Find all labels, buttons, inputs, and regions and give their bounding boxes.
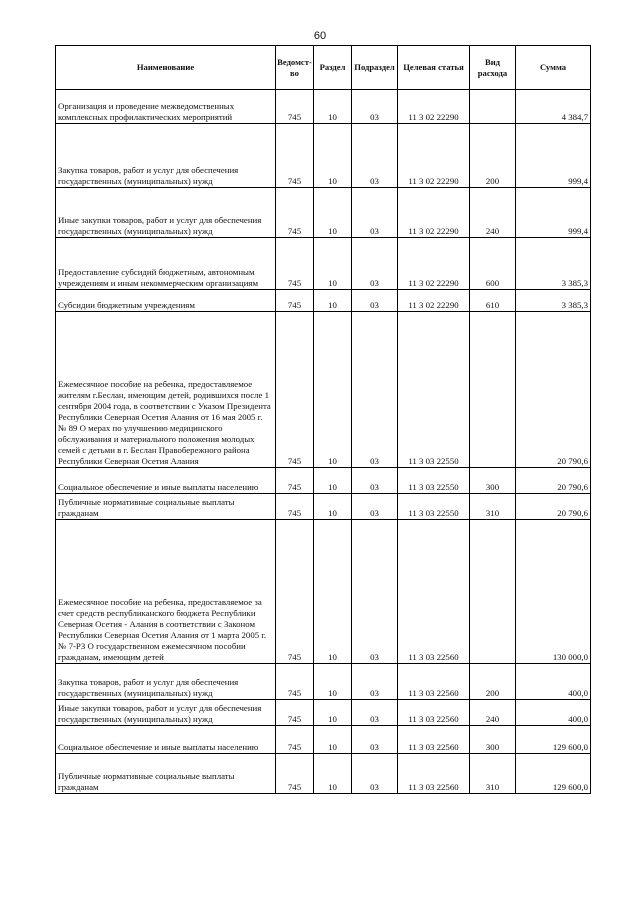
row-name: Субсидии бюджетным учреждениям: [56, 290, 276, 312]
row-subsection: 03: [352, 238, 398, 290]
row-name: Социальное обеспечение и иные выплаты населению: [56, 726, 276, 754]
row-dept: 745: [276, 520, 314, 664]
row-dept: 745: [276, 312, 314, 468]
row-dept: 745: [276, 90, 314, 124]
row-expense: 310: [470, 494, 516, 520]
row-sum: 20 790,6: [516, 468, 591, 494]
row-name: Публичные нормативные социальные выплаты гражданам: [56, 494, 276, 520]
table-row: [56, 520, 591, 664]
header-expense: Вид расхода: [470, 46, 516, 90]
row-section: 10: [314, 468, 352, 494]
row-expense: 610: [470, 290, 516, 312]
row-subsection: 03: [352, 520, 398, 664]
row-sum: 3 385,3: [516, 238, 591, 290]
row-sum: 20 790,6: [516, 494, 591, 520]
row-target: 11 3 02 22290: [398, 124, 470, 188]
row-expense: 310: [470, 754, 516, 794]
table-row: [56, 290, 591, 312]
row-target: 11 3 03 22560: [398, 754, 470, 794]
row-sum: 3 385,3: [516, 290, 591, 312]
row-name: Организация и проведение межведомственных комплексных профилактических мероприятий: [56, 90, 276, 124]
row-name: Предоставление субсидий бюджетным, автономным учреждениям и иным некоммерческим организациям: [56, 238, 276, 290]
table-row: [56, 754, 591, 794]
row-section: 10: [314, 238, 352, 290]
row-section: 10: [314, 520, 352, 664]
row-target: 11 3 03 22550: [398, 468, 470, 494]
row-target: 11 3 02 22290: [398, 238, 470, 290]
row-target: 11 3 03 22560: [398, 726, 470, 754]
row-target: 11 3 02 22290: [398, 188, 470, 238]
row-expense: 300: [470, 468, 516, 494]
header-subsection: Подраздел: [352, 46, 398, 90]
row-name: Закупка товаров, работ и услуг для обеспечения государственных (муниципальных) нужд: [56, 664, 276, 700]
row-section: 10: [314, 90, 352, 124]
row-expense: [470, 90, 516, 124]
table-row: [56, 726, 591, 754]
row-expense: 600: [470, 238, 516, 290]
row-target: 11 3 03 22560: [398, 520, 470, 664]
row-target: 11 3 02 22290: [398, 90, 470, 124]
table-row: [56, 664, 591, 700]
header-section: Раздел: [314, 46, 352, 90]
header-sum: Сумма: [516, 46, 591, 90]
row-section: 10: [314, 664, 352, 700]
row-expense: [470, 312, 516, 468]
row-subsection: 03: [352, 664, 398, 700]
header-dept: Ведомст-во: [276, 46, 314, 90]
header-name: Наименование: [56, 46, 276, 90]
row-expense: 200: [470, 124, 516, 188]
row-target: 11 3 03 22550: [398, 312, 470, 468]
table-row: [56, 312, 591, 468]
row-dept: 745: [276, 700, 314, 726]
row-dept: 745: [276, 754, 314, 794]
row-sum: 20 790,6: [516, 312, 591, 468]
row-dept: 745: [276, 468, 314, 494]
row-expense: [470, 520, 516, 664]
row-subsection: 03: [352, 468, 398, 494]
page-number: 60: [313, 30, 327, 42]
row-target: 11 3 03 22560: [398, 664, 470, 700]
row-target: 11 3 02 22290: [398, 290, 470, 312]
header-row: [56, 46, 591, 90]
row-dept: 745: [276, 726, 314, 754]
row-section: 10: [314, 312, 352, 468]
row-expense: 200: [470, 664, 516, 700]
table-row: [56, 468, 591, 494]
row-name: Социальное обеспечение и иные выплаты населению: [56, 468, 276, 494]
row-section: 10: [314, 494, 352, 520]
row-dept: 745: [276, 238, 314, 290]
row-dept: 745: [276, 188, 314, 238]
table-row: [56, 494, 591, 520]
row-dept: 745: [276, 124, 314, 188]
row-subsection: 03: [352, 188, 398, 238]
row-sum: 129 600,0: [516, 754, 591, 794]
row-subsection: 03: [352, 124, 398, 188]
table-row: [56, 90, 591, 124]
row-subsection: 03: [352, 754, 398, 794]
row-sum: 400,0: [516, 700, 591, 726]
row-subsection: 03: [352, 726, 398, 754]
row-section: 10: [314, 726, 352, 754]
row-target: 11 3 03 22560: [398, 700, 470, 726]
row-section: 10: [314, 700, 352, 726]
row-section: 10: [314, 290, 352, 312]
row-name: Иные закупки товаров, работ и услуг для обеспечения государственных (муниципальных) нужд: [56, 700, 276, 726]
row-section: 10: [314, 754, 352, 794]
row-expense: 300: [470, 726, 516, 754]
row-sum: 4 384,7: [516, 90, 591, 124]
row-sum: 130 000,0: [516, 520, 591, 664]
budget-table: [55, 45, 591, 794]
table-row: [56, 188, 591, 238]
row-name: Иные закупки товаров, работ и услуг для обеспечения государственных (муниципальных) нужд: [56, 188, 276, 238]
row-subsection: 03: [352, 494, 398, 520]
row-target: 11 3 03 22550: [398, 494, 470, 520]
row-sum: 999,4: [516, 124, 591, 188]
row-subsection: 03: [352, 290, 398, 312]
row-dept: 745: [276, 290, 314, 312]
row-section: 10: [314, 124, 352, 188]
row-subsection: 03: [352, 312, 398, 468]
row-name: Закупка товаров, работ и услуг для обеспечения государственных (муниципальных) нужд: [56, 124, 276, 188]
row-sum: 129 600,0: [516, 726, 591, 754]
table-row: [56, 124, 591, 188]
row-subsection: 03: [352, 90, 398, 124]
row-name: Ежемесячное пособие на ребенка, предоставляемое за счет средств республиканского бюджета Республики Северная Осетия - Алания в соответствии с Законом Республики Северная Осетия Алания от 1 марта 2005 г. № 7-РЗ О государственном ежемесячном пособии гражданам, имеющим детей: [56, 520, 276, 664]
row-name: Ежемесячное пособие на ребенка, предоставляемое жителям г.Беслан, имеющим детей, родившихся после 1 сентября 2004 года, в соответствии с Указом Президента Республики Северная Осетия Алания от 16 мая 2005 г. № 89 О мерах по улучшению медицинского обслуживания и материального положения молодых семей с детьми в г. Беслан Правобережного района Республики Северная Осетия Алания: [56, 312, 276, 468]
row-subsection: 03: [352, 700, 398, 726]
row-sum: 999,4: [516, 188, 591, 238]
table-row: [56, 700, 591, 726]
row-expense: 240: [470, 188, 516, 238]
row-expense: 240: [470, 700, 516, 726]
row-dept: 745: [276, 494, 314, 520]
row-section: 10: [314, 188, 352, 238]
row-dept: 745: [276, 664, 314, 700]
row-sum: 400,0: [516, 664, 591, 700]
table-row: [56, 238, 591, 290]
row-name: Публичные нормативные социальные выплаты гражданам: [56, 754, 276, 794]
header-target: Целевая статья: [398, 46, 470, 90]
